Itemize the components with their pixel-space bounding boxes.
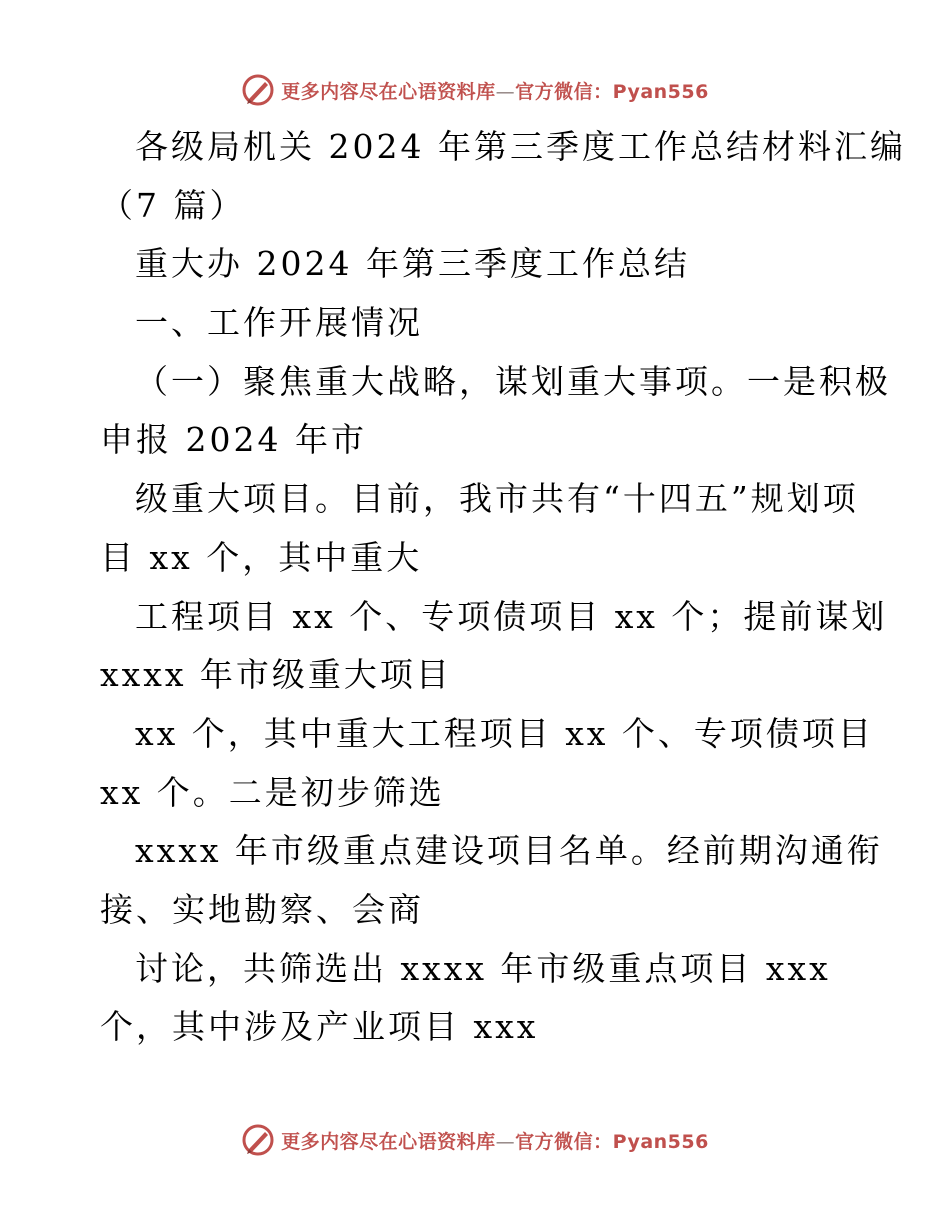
text-line: 级重大项目。目前，我市共有“十四五”规划项 bbox=[135, 479, 859, 519]
pen-logo-icon bbox=[241, 73, 275, 107]
text-line: 讨论，共筛选出 xxxx 年市级重点项目 xxx bbox=[135, 948, 831, 988]
text-line: （7 篇） bbox=[100, 185, 246, 225]
text-line: 一、工作开展情况 bbox=[135, 303, 423, 343]
document-body bbox=[100, 118, 906, 1057]
text-line: 目 xx 个，其中重大 bbox=[100, 537, 423, 577]
watermark-text: 更多内容尽在心语资料库—官方微信：Pyan556 bbox=[281, 1130, 709, 1153]
text-line: 工程项目 xx 个、专项债项目 xx 个；提前谋划 bbox=[135, 596, 888, 636]
text-line: 个，其中涉及产业项目 xxx bbox=[100, 1007, 539, 1047]
header-watermark bbox=[0, 70, 950, 110]
text-line: （一）聚焦重大战略，谋划重大事项。一是积极 bbox=[135, 361, 891, 401]
text-line: 各级局机关 2024 年第三季度工作总结材料汇编 bbox=[135, 127, 906, 166]
footer-watermark bbox=[0, 1120, 950, 1160]
watermark-text: 更多内容尽在心语资料库—官方微信：Pyan556 bbox=[281, 80, 709, 103]
text-line: 接、实地勘察、会商 bbox=[100, 889, 424, 929]
text-line: xx 个。二是初步筛选 bbox=[100, 772, 445, 812]
text-line: xxxx 年市级重大项目 bbox=[100, 655, 452, 695]
text-line: xxxx 年市级重点建设项目名单。经前期沟通衔 bbox=[135, 831, 883, 871]
text-line: xx 个，其中重大工程项目 xx 个、专项债项目 bbox=[135, 713, 874, 753]
pen-logo-icon bbox=[241, 1123, 275, 1157]
text-line: 重大办 2024 年第三季度工作总结 bbox=[135, 244, 690, 284]
text-line: 申报 2024 年市 bbox=[100, 420, 367, 460]
